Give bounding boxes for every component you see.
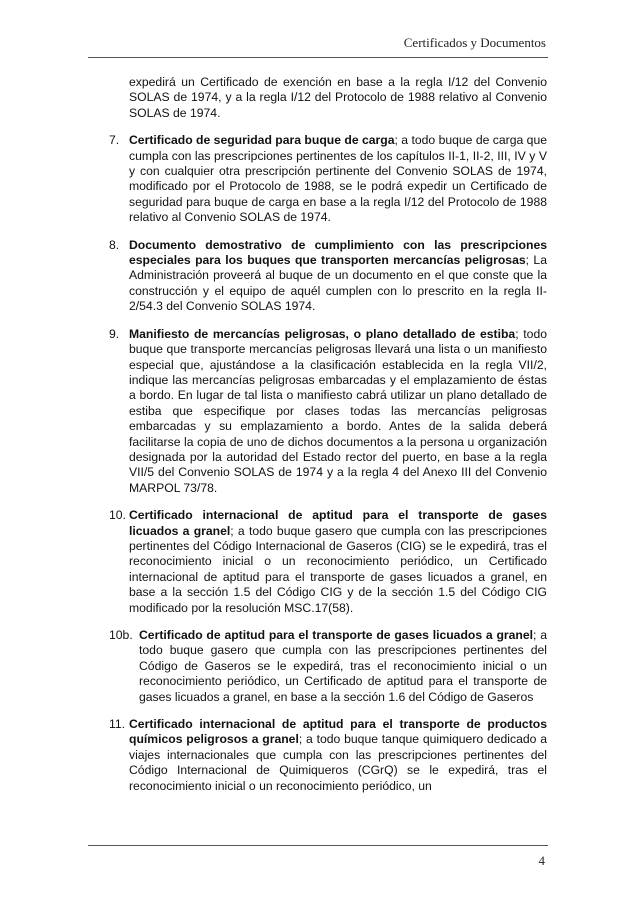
- item-number: 11.: [109, 717, 126, 732]
- list-item: [109, 238, 547, 315]
- item-number: 7.: [109, 133, 120, 148]
- running-header: Certificados y Documentos: [403, 35, 546, 50]
- item-number: 9.: [109, 326, 120, 341]
- list-item: [109, 508, 547, 616]
- list-item: [109, 327, 547, 496]
- item-number: 10b.: [109, 628, 133, 642]
- list-item: [109, 717, 547, 794]
- document-body: [109, 75, 547, 806]
- list-item: [109, 133, 547, 225]
- item-title: Certificado internacional de aptitud para el transporte de gases licuados a granel: [129, 508, 547, 538]
- item-text: ; a todo buque gasero que cumpla con las prescripciones pertinentes del Código Internacional de Gaseros (CIG) se le expedirá, tras el reconocimiento inicial o un reconocimiento periódico, un Certificado internacional de aptitud para el transporte de gases licuados a granel, en base a la sección 1.5 del Código CIG y de la sección 1.5 del Código CIG modificado por la resolución MSC.17(58).: [129, 523, 547, 615]
- item-title: Certificado de aptitud para el transporte de gases licuados a granel: [139, 628, 534, 642]
- item-title: Documento demostrativo de cumplimiento con las prescripciones especiales para los buques que transporten mercancías peligrosas: [129, 237, 547, 268]
- item-number: 10.: [109, 508, 126, 523]
- item-text: ; a todo buque tanque quimiquero dedicado a viajes internacionales que cumpla con las prescripciones pertinentes del Código Internacional de Quimiqueros (CGrQ) se le expedirá, tras el reconocimiento inicial o un reconocimiento periódico, un: [129, 732, 547, 793]
- item-text: ; a todo buque gasero que cumpla con las prescripciones pertinentes del Código de Gaseros se le expedirá, tras el reconocimiento inicial o un reconocimiento periódico, un Certificado de aptitud para el transporte de gases licuados a granel, en base a la sección 1.6 del Código de Gaseros: [139, 628, 547, 704]
- item-text: ; a todo buque de carga que cumpla con las prescripciones pertinentes de los capítulos II-1, II-2, III, IV y V y con cualquier otra prescripción pertinente del Convenio SOLAS de 1974, modificado por el Protocolo de 1988, se le podrá expedir un Certificado de seguridad para buque de carga en base a la regla I/12 del Protocolo de 1988 relativo al Convenio SOLAS de 1974.: [129, 133, 548, 225]
- continuation-paragraph: expedirá un Certificado de exención en base a la regla I/12 del Convenio SOLAS de 1974, y a la regla I/12 del Protocolo de 1988 relativo al Convenio SOLAS de 1974.: [129, 75, 547, 120]
- item-title: Certificado internacional de aptitud para el transporte de productos químicos peligrosos a granel: [129, 717, 547, 747]
- item-number: 8.: [109, 237, 120, 252]
- item-title: Certificado de seguridad para buque de carga: [129, 133, 395, 148]
- item-text: ; todo buque que transporte mercancías peligrosas llevará una lista o un manifiesto especial que, ajustándose a la clasificación establecida en la regla VII/2, indique las mercancías peligrosas embarcadas y el emplazamiento de éstas a bordo. En lugar de tal lista o manifiesto cabrá utilizar un plano detallado de estiba que especifique por clases todas las mercancías peligrosas embarcadas y su emplazamiento a bordo. Antes de la salida deberá facilitarse la copia de uno de dichos documentos a la persona u organización designada por la autoridad del Estado rector del puerto, en base a la regla VII/5 del Convenio SOLAS de 1974 y a la regla 4 del Anexo III del Convenio MARPOL 73/78.: [129, 326, 548, 495]
- item-text: ; La Administración proveerá al buque de un documento en el que conste que la construcción y el equipo de aquél cumplen con lo prescrito en la regla II-2/54.3 del Convenio SOLAS 1974.: [129, 253, 547, 314]
- page-number: 4: [538, 853, 545, 868]
- item-title: Manifiesto de mercancías peligrosas, o plano detallado de estiba: [129, 326, 516, 341]
- list-item: [109, 628, 547, 705]
- footer-divider: [88, 845, 548, 846]
- header-divider: [88, 57, 548, 58]
